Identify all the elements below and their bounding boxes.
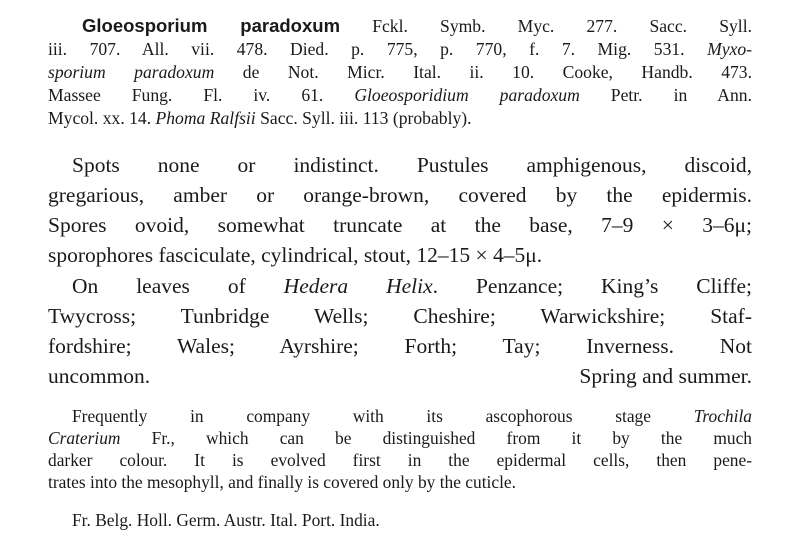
- description-paragraph: [48, 150, 752, 270]
- distribution-line-2: Twycross; Tunbridge Wells; Cheshire; Warwickshire; Staf-: [48, 304, 752, 328]
- notes-line-2: Craterium Fr., which can be distinguished from it by the much: [48, 428, 752, 448]
- species-name: Gloeosporium paradoxum: [82, 15, 341, 36]
- frequency: uncommon.: [48, 364, 151, 388]
- distribution-line-4: [48, 361, 752, 391]
- description-line-3: Spores ovoid, somewhat truncate at the base, 7–9 × 3–6μ;: [48, 213, 752, 237]
- synonymy-paragraph: [48, 14, 752, 130]
- distribution-line-3: fordshire; Wales; Ayrshire; Forth; Tay; Inverness. Not: [48, 334, 752, 358]
- synonymy-line-5: Mycol. xx. 14. Phoma Ralfsii Sacc. Syll. iii. 113 (probably).: [48, 108, 472, 128]
- description-line-2: gregarious, amber or orange-brown, covered by the epidermis.: [48, 183, 752, 207]
- synonymy-line-1: Gloeosporium paradoxum Fckl. Symb. Myc. 277. Sacc. Syll.: [82, 15, 752, 36]
- synonymy-line-4: Massee Fung. Fl. iv. 61. Gloeosporidium paradoxum Petr. in Ann.: [48, 85, 752, 105]
- notes-paragraph: [48, 405, 752, 493]
- notes-line-3: darker colour. It is evolved first in the epidermal cells, then pene-: [48, 450, 752, 470]
- description-line-1: Spots none or indistinct. Pustules amphigenous, discoid,: [72, 153, 752, 177]
- host-plant: Hedera Helix: [283, 274, 433, 298]
- notes-line-1: Frequently in company with its ascophorous stage Trochila: [72, 406, 752, 426]
- season: Spring and summer.: [579, 364, 752, 388]
- notes-line-4: trates into the mesophyll, and finally is covered only by the cuticle.: [48, 472, 516, 492]
- countries-list: Fr. Belg. Holl. Germ. Austr. Ital. Port. India.: [72, 510, 380, 530]
- distribution-line-1: On leaves of Hedera Helix. Penzance; King’s Cliffe;: [72, 274, 752, 298]
- distribution-paragraph: [48, 271, 752, 391]
- synonymy-line-3: sporium paradoxum de Not. Micr. Ital. ii. 10. Cooke, Handb. 473.: [48, 62, 752, 82]
- synonymy-line-2: iii. 707. All. vii. 478. Died. p. 775, p. 770, f. 7. Mig. 531. Myxo-: [48, 39, 752, 59]
- description-line-4: sporophores fasciculate, cylindrical, stout, 12–15 × 4–5μ.: [48, 243, 543, 267]
